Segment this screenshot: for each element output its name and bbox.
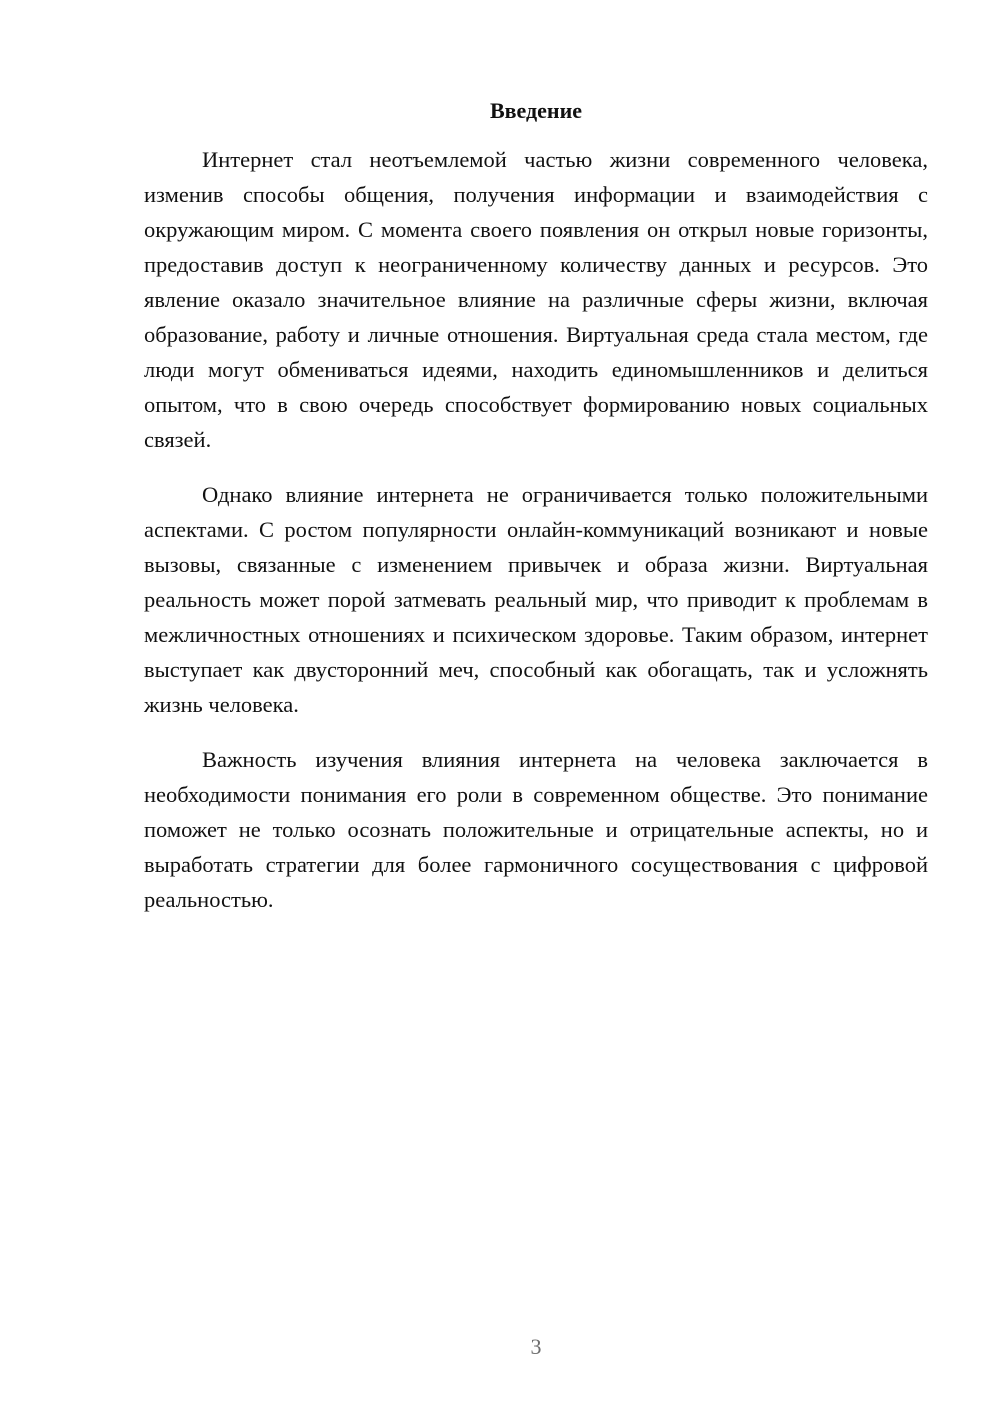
section-body — [144, 142, 928, 937]
page-number: 3 — [530, 1334, 542, 1359]
paragraph-1: Интернет стал неотъемлемой частью жизни современного человека, изменив способы общения, получения информации и взаимодействия с окружающим миром. С момента своего появления он открыл новые горизонты, предоставив доступ к неограниченному количеству данных и ресурсов. Это явление оказало значительное влияние на различные сферы жизни, включая образование, работу и личные отношения. Виртуальная среда стала местом, где люди могут обмениваться идеями, находить единомышленников и делиться опытом, что в свою очередь способствует формированию новых социальных связей. — [144, 147, 928, 452]
section-title: Введение — [489, 98, 583, 123]
paragraph-3: Важность изучения влияния интернета на человека заключается в необходимости понимания его роли в современном обществе. Это понимание поможет не только осознать положительные и отрицательные аспекты, но и выработать стратегии для более гармоничного сосуществования с цифровой реальностью. — [144, 747, 928, 912]
paragraph-2: Однако влияние интернета не ограничивается только положительными аспектами. С ростом популярности онлайн-коммуникаций возникают и новые вызовы, связанные с изменением привычек и образа жизни. Виртуальная реальность может порой затмевать реальный мир, что приводит к проблемам в межличностных отношениях и психическом здоровье. Таким образом, интернет выступает как двусторонний меч, способный как обогащать, так и усложнять жизнь человека. — [144, 482, 928, 717]
